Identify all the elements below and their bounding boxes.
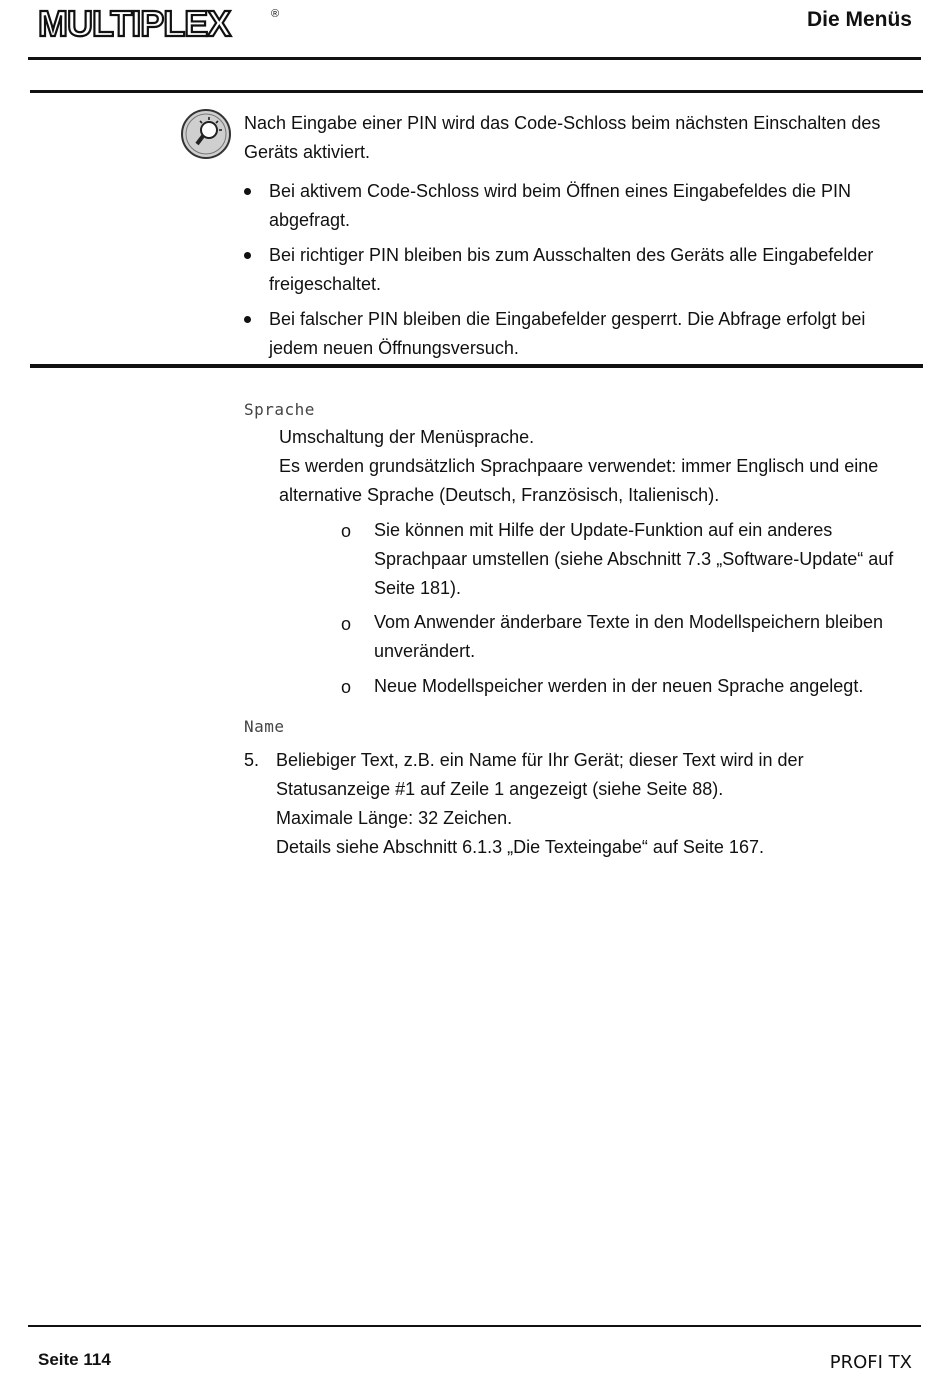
sprache-sub-2-line-1: Vom Anwender änderbare Texte in den Modellspeichern bleiben [374,612,884,632]
tip-bullet-1-line-2: abgefragt. [269,210,351,230]
tip-bullet-3-line-2: jedem neuen Öffnungsversuch. [269,338,519,358]
sprache-line-1: Umschaltung der Menüsprache. [279,427,535,447]
name-line-2: Statusanzeige #1 auf Zeile 1 angezeigt (siehe Seite 88). [276,779,724,799]
tip-box-bottom-rule [30,364,923,368]
product-name: PROFI TX [829,1352,912,1373]
multiplex-logo [38,4,283,40]
sub-marker: o [341,521,352,541]
tip-bullet-3-line-1: Bei falscher PIN bleiben die Eingabefelder gesperrt. Die Abfrage erfolgt bei [269,309,866,329]
footer-rule [28,1325,921,1327]
registered-mark: ® [271,8,280,20]
name-heading: Name [244,717,285,736]
sprache-sub-1-line-1: Sie können mit Hilfe der Update-Funktion auf ein anderes [374,520,833,540]
logo-text: MULTIPLEX [38,4,231,40]
tip-bullet-2-line-1: Bei richtiger PIN bleiben bis zum Ausschalten des Geräts alle Eingabefelder [269,245,874,265]
bullet-dot [244,316,251,323]
tip-box-top-rule [30,90,923,93]
lightbulb-icon [180,108,232,160]
sub-marker: o [341,614,352,634]
bullet-dot [244,188,251,195]
tip-intro-line-1: Nach Eingabe einer PIN wird das Code-Schloss beim nächsten Einschalten des [244,113,881,133]
page-number: Seite 114 [38,1350,111,1369]
sub-marker: o [341,677,352,697]
name-item-number: 5. [244,750,260,770]
tip-bullet-1-line-1: Bei aktivem Code-Schloss wird beim Öffnen eines Eingabefeldes die PIN [269,181,851,201]
sprache-sub-2-line-2: unverändert. [374,641,476,661]
sprache-sub-3-line-1: Neue Modellspeicher werden in der neuen Sprache angelegt. [374,676,864,696]
sprache-line-2: Es werden grundsätzlich Sprachpaare verwendet: immer Englisch und eine [279,456,879,476]
sprache-heading: Sprache [244,400,315,419]
name-line-3: Maximale Länge: 32 Zeichen. [276,808,513,828]
tip-bullet-2-line-2: freigeschaltet. [269,274,382,294]
sprache-sub-1-line-3: Seite 181). [374,578,462,598]
tip-intro-line-2: Geräts aktiviert. [244,142,371,162]
sprache-sub-1-line-2: Sprachpaar umstellen (siehe Abschnitt 7.3 „Software-Update“ auf [374,549,894,569]
name-line-4: Details siehe Abschnitt 6.1.3 „Die Texteingabe“ auf Seite 167. [276,837,764,857]
bullet-dot [244,252,251,259]
name-line-1: Beliebiger Text, z.B. ein Name für Ihr Gerät; dieser Text wird in der [276,750,804,770]
sprache-line-3: alternative Sprache (Deutsch, Französisch, Italienisch). [279,485,720,505]
header-rule [28,57,921,60]
page-header-title: Die Menüs [806,8,912,31]
